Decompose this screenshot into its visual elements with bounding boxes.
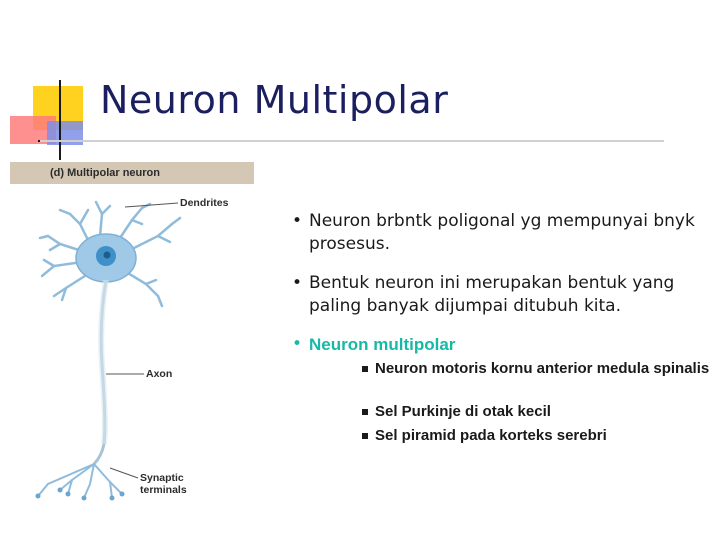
bullet-text: Neuron brbntk poligonal yg mempunyai bnyk prosesus. bbox=[309, 211, 695, 254]
bullet-heading: Neuron multipolar bbox=[309, 335, 456, 354]
title-underline-rule bbox=[40, 140, 664, 142]
decorative-vertical-line bbox=[59, 80, 61, 160]
dendrites-pointer-line bbox=[125, 203, 178, 207]
synaptic-terminal-branches bbox=[38, 464, 122, 498]
square-bullet-icon bbox=[362, 433, 368, 439]
bullet-dot: • bbox=[292, 273, 303, 293]
bullet-dot: • bbox=[292, 334, 303, 354]
square-bullet-icon bbox=[362, 366, 368, 372]
axon-sheath bbox=[101, 280, 106, 444]
figure-caption: (d) Multipolar neuron bbox=[10, 162, 254, 184]
square-bullet-icon bbox=[362, 409, 368, 415]
nucleolus bbox=[104, 252, 111, 259]
bullet-dot: • bbox=[292, 211, 303, 231]
multipolar-neuron-figure bbox=[10, 162, 254, 508]
label-axon: Axon bbox=[146, 368, 173, 380]
sub-bullet-text: Neuron motoris kornu anterior medula spinalis bbox=[375, 360, 710, 377]
label-synaptic-terminals: Synaptic terminals bbox=[140, 472, 187, 496]
page-title: Neuron Multipolar bbox=[100, 78, 449, 122]
neuron-illustration bbox=[10, 184, 254, 508]
sub-bullet-text: Sel piramid pada korteks serebri bbox=[375, 427, 607, 444]
bullet-text: Bentuk neuron ini merupakan bentuk yang paling banyak dijumpai ditubuh kita. bbox=[309, 273, 675, 316]
sub-bullet-text: Sel Purkinje di otak kecil bbox=[375, 403, 551, 420]
synaptic-pointer-line bbox=[110, 468, 138, 478]
label-dendrites: Dendrites bbox=[180, 197, 229, 209]
